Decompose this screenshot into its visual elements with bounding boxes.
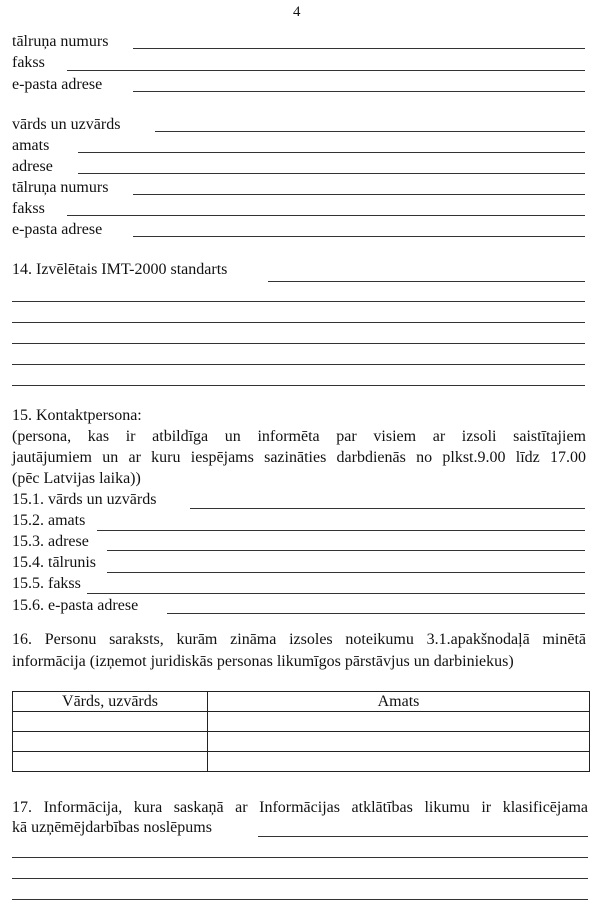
phone-field-2[interactable] [133, 194, 585, 195]
label-address: adrese [12, 158, 53, 175]
table-row [13, 752, 590, 772]
name-field[interactable] [155, 131, 585, 132]
blank-line[interactable] [12, 301, 585, 302]
label-fax-2: fakss [12, 200, 45, 217]
contact-email-field[interactable] [167, 613, 585, 614]
persons-table [12, 691, 590, 772]
label-phone: tālruņa numurs [12, 33, 109, 50]
contact-phone-field[interactable] [107, 572, 585, 573]
blank-line[interactable] [12, 322, 585, 323]
label-name: vārds un uzvārds [12, 116, 121, 133]
section17-text-2: kā uzņēmējdarbības noslēpums [12, 819, 212, 836]
label-email-2: e-pasta adrese [12, 221, 103, 238]
standard-field[interactable] [268, 281, 585, 282]
fax-field[interactable] [67, 70, 585, 71]
label-phone-2: tālruņa numurs [12, 179, 109, 196]
section15-title: 15. Kontaktpersona: [12, 407, 142, 424]
label-position: amats [12, 137, 50, 154]
contact-address-field[interactable] [107, 550, 585, 551]
cell-name[interactable] [13, 752, 208, 772]
phone-field[interactable] [133, 48, 585, 49]
cell-name[interactable] [13, 732, 208, 752]
label-email: e-pasta adrese [12, 76, 103, 93]
label-15-6: 15.6. e-pasta adrese [12, 597, 139, 614]
section15-desc-1: (persona, kas ir atbildīga un informēta par visiem ar izsoli saistītajiem [12, 428, 586, 445]
blank-line[interactable] [12, 343, 585, 344]
section15-desc-3: (pēc Latvijas laika)) [12, 470, 141, 487]
contact-name-field[interactable] [190, 508, 585, 509]
cell-name[interactable] [13, 712, 208, 732]
header-name: Vārds, uzvārds [13, 692, 208, 712]
label-15-4: 15.4. tālrunis [12, 554, 96, 571]
blank-line[interactable] [12, 857, 588, 858]
email-field-2[interactable] [133, 236, 585, 237]
table-row [13, 712, 590, 732]
email-field[interactable] [133, 91, 585, 92]
position-field[interactable] [78, 152, 585, 153]
fax-field-2[interactable] [67, 215, 585, 216]
section14-label: 14. Izvēlētais IMT-2000 standarts [12, 261, 228, 278]
label-fax: fakss [12, 54, 45, 71]
label-15-1: 15.1. vārds un uzvārds [12, 491, 157, 508]
blank-line[interactable] [12, 899, 588, 900]
section16-text-2: informācija (izņemot juridiskās personas likumīgos pārstāvjus un darbiniekus) [12, 653, 514, 670]
blank-line[interactable] [12, 385, 585, 386]
address-field[interactable] [78, 173, 585, 174]
table-row [13, 732, 590, 752]
secret-info-field[interactable] [258, 836, 588, 837]
section15-desc-2: jautājumiem un ar kuru iespējams sazināties darbdienās no plkst.9.00 līdz 17.00 [12, 449, 586, 466]
label-15-3: 15.3. adrese [12, 533, 89, 550]
label-15-2: 15.2. amats [12, 512, 86, 529]
contact-fax-field[interactable] [87, 593, 585, 594]
label-15-5: 15.5. fakss [12, 575, 81, 592]
cell-position[interactable] [208, 732, 590, 752]
page-number: 4 [293, 4, 301, 20]
cell-position[interactable] [208, 752, 590, 772]
blank-line[interactable] [12, 364, 585, 365]
section17-text-1: 17. Informācija, kura saskaņā ar Informācijas atklātības likumu ir klasificējama [12, 799, 588, 816]
contact-position-field[interactable] [97, 530, 585, 531]
section16-text-1: 16. Personu saraksts, kurām zināma izsoles noteikumu 3.1.apakšnodaļā minētā [12, 631, 586, 648]
blank-line[interactable] [12, 878, 588, 879]
header-position: Amats [208, 692, 590, 712]
cell-position[interactable] [208, 712, 590, 732]
